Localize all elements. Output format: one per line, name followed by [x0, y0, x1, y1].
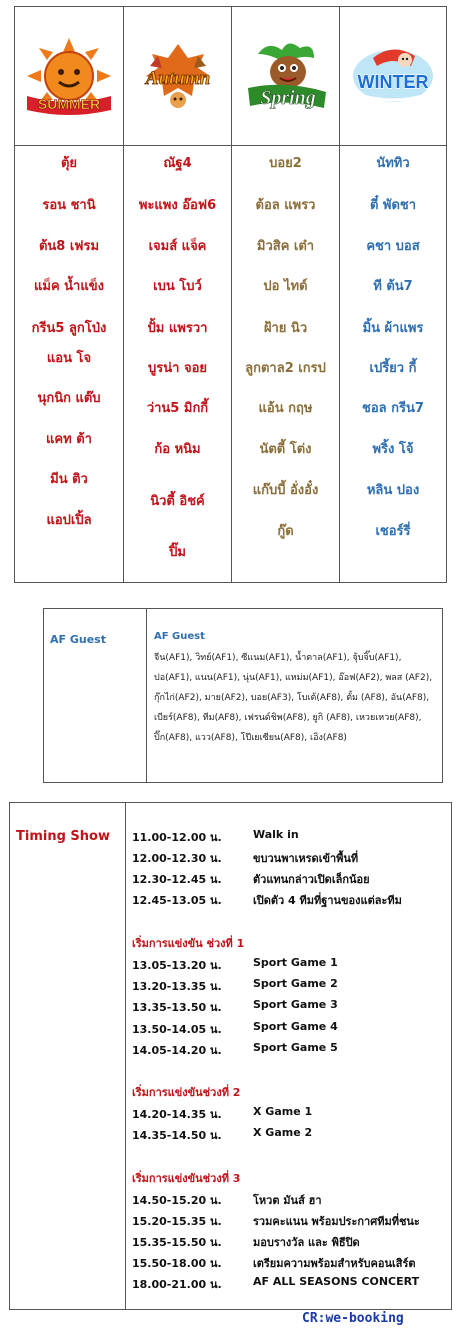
member-name: แม็ค น้ำแข็ง — [34, 279, 104, 294]
column-spring — [232, 7, 340, 582]
member-name: มิ้น ผ้าแพร — [362, 321, 424, 336]
event: รวมคะแนน พร้อมประกาศทีมที่ชนะ — [253, 1215, 420, 1228]
event: มอบรางวัล และ พิธีปิด — [253, 1236, 360, 1249]
schedule-row — [132, 998, 451, 1016]
svg-text:Spring: Spring — [259, 87, 316, 109]
time: 12.45-13.05 น. — [132, 894, 222, 907]
member-name: แก๊บบี้ อั่งอั๋ง — [252, 483, 319, 498]
member-name: ชอล กรีน7 — [362, 401, 424, 416]
schedule-row — [132, 1233, 451, 1251]
event: AF ALL SEASONS CONCERT — [253, 1275, 420, 1288]
member-name: ลูกตาล2 เกรป — [245, 361, 326, 376]
phase-1-title: เริ่มการแข่งขัน ช่วงที่ 1 — [132, 937, 245, 950]
phase-3-title: เริ่มการแข่งขันช่วงที่ 3 — [132, 1172, 241, 1185]
member-name: ตี๋ พัดชา — [369, 198, 417, 213]
schedule-row — [132, 828, 451, 846]
time: 12.30-12.45 น. — [132, 873, 222, 886]
spring-logo-icon — [238, 34, 334, 118]
schedule-row — [132, 849, 451, 867]
column-summer — [15, 7, 124, 582]
time: 14.35-14.50 น. — [132, 1129, 222, 1142]
member-name: นิวตี้ อิชค์ — [150, 494, 205, 509]
svg-text:SUMMER: SUMMER — [37, 96, 101, 112]
schedule-row — [132, 1275, 451, 1293]
guest-title: AF Guest — [154, 631, 205, 642]
member-name: บอย2 — [269, 156, 302, 171]
member-name: แคท ต้า — [46, 432, 92, 447]
svg-text:WINTER: WINTER — [357, 72, 429, 92]
time: 15.35-15.50 น. — [132, 1236, 222, 1249]
member-name: เบน โบว์ — [153, 279, 202, 294]
winter-logo-icon — [345, 36, 441, 116]
schedule-row — [132, 1020, 451, 1038]
schedule-row — [132, 1041, 451, 1059]
event: เตรียมความพร้อมสำหรับคอนเสิร์ต — [253, 1257, 416, 1270]
member-name: ต้น8 เฟรม — [38, 239, 100, 254]
event: Sport Game 5 — [253, 1041, 338, 1054]
schedule-row — [132, 1212, 451, 1230]
guest-table — [43, 608, 443, 783]
autumn-logo-cell — [124, 7, 231, 146]
member-name: กู๊ด — [277, 524, 294, 539]
spring-logo-cell — [232, 7, 339, 146]
time: 13.50-14.05 น. — [132, 1023, 222, 1036]
member-name: พริ้ง โจ้ — [372, 442, 414, 457]
autumn-logo-icon — [130, 36, 226, 116]
event: ขบวนพาเหรดเข้าพื้นที่ — [253, 852, 359, 865]
schedule — [126, 803, 451, 1309]
event: X Game 1 — [253, 1105, 313, 1118]
member-name: ที ต้น7 — [373, 279, 413, 294]
event: Sport Game 3 — [253, 998, 338, 1011]
time: 15.20-15.35 น. — [132, 1215, 222, 1228]
member-name: ปั้ม แพรวา — [147, 321, 208, 336]
timing-label-cell — [10, 803, 126, 1309]
time: 18.00-21.00 น. — [132, 1278, 222, 1291]
event: Sport Game 1 — [253, 956, 338, 969]
schedule-row — [132, 891, 451, 909]
schedule-row — [132, 870, 451, 888]
credit-text: CR:we-booking — [302, 1311, 404, 1326]
time: 13.35-13.50 น. — [132, 1001, 222, 1014]
member-name: ฝ้าย นิว — [263, 321, 308, 336]
guest-list-text: จีน(AF1), วิทย์(AF1), ซีแนม(AF1), น้ำตาล(AF1), จุ้บจิ๊บ(AF1), ปอ(AF1), แนน(AF1), นุ่น(AF1), แหม่ม(AF1), อ๊อฟ(AF2), พลส (AF2), กุ๊กไก่(AF2), มาย(AF2), บอย(AF3), โบเต้(AF8), ตั้ม (AF8), อัน(AF8), เบียร์(AF8), ทีม(AF8), เฟรนด์ชิพ(AF8), ยูกิ (AF8), เหวยเหวย(AF8), ปิ๊ก(AF8), แวว(AF8), โปีเยเซียน(AF8), เอิง(AF8) — [154, 653, 433, 743]
summer-logo-cell — [15, 7, 123, 146]
event: Sport Game 4 — [253, 1020, 338, 1033]
member-name: กรีน5 ลูกโป่ง — [31, 321, 107, 336]
event: Walk in — [253, 828, 299, 841]
phase-2-title: เริ่มการแข่งขันช่วงที่ 2 — [132, 1086, 241, 1099]
member-name: หลิน ปอง — [366, 483, 420, 498]
event: Sport Game 2 — [253, 977, 338, 990]
time: 14.20-14.35 น. — [132, 1108, 222, 1121]
event: X Game 2 — [253, 1126, 313, 1139]
member-name: แอปเปิ้ล — [46, 513, 92, 528]
time: 14.05-14.20 น. — [132, 1044, 222, 1057]
event: ตัวแทนกล่าวเปิดเล็กน้อย — [253, 873, 370, 886]
schedule-row — [132, 1126, 451, 1144]
member-name: แอ้น กฤษ — [258, 401, 313, 416]
column-winter — [340, 7, 446, 582]
event: โหวต มันส์ ฮา — [253, 1194, 322, 1207]
time: 11.00-12.00 น. — [132, 831, 222, 844]
member-name: พะแพง อ๊อฟ6 — [138, 198, 217, 213]
member-name: ปิ๊ม — [169, 545, 186, 560]
member-name: รอน ชานิ — [42, 198, 96, 213]
schedule-row — [132, 1254, 451, 1272]
member-name: ณัฐ4 — [163, 156, 192, 171]
member-name: แอน โจ — [46, 351, 92, 366]
timing-table — [9, 802, 452, 1310]
member-name: นุกนิก แต๊บ — [37, 391, 101, 406]
member-name: ก้อ หนิม — [154, 442, 201, 457]
timing-title: Timing Show — [16, 829, 110, 844]
winter-logo-cell — [340, 7, 446, 146]
member-name: เจมส์ แจ็ค — [148, 239, 207, 254]
time: 15.50-18.00 น. — [132, 1257, 222, 1270]
time: 12.00-12.30 น. — [132, 852, 222, 865]
guest-label: AF Guest — [44, 609, 147, 782]
guest-content — [147, 609, 442, 782]
member-name: นัตตี้ โต่ง — [259, 442, 312, 457]
member-name: คชา บอส — [366, 239, 420, 254]
member-name: เปรี้ยว กี้ — [369, 361, 417, 376]
member-name: บูรน่า จอย — [148, 361, 207, 376]
member-name: ปอ ไทด์ — [263, 279, 308, 294]
member-name: เชอร์รี่ — [375, 524, 411, 539]
schedule-row — [132, 956, 451, 974]
member-name: มิวสิค เต๋า — [256, 239, 315, 254]
member-name: นัททิว — [376, 156, 410, 171]
member-name: ต้อล แพรว — [255, 198, 316, 213]
teams-table — [14, 6, 447, 583]
time: 13.05-13.20 น. — [132, 959, 222, 972]
member-name: มีน ติว — [50, 472, 88, 487]
column-autumn — [124, 7, 232, 582]
member-name: ตุ้ย — [60, 156, 78, 171]
schedule-row — [132, 977, 451, 995]
member-name: ว่าน5 มิกกี้ — [146, 401, 209, 416]
schedule-row — [132, 1191, 451, 1209]
time: 14.50-15.20 น. — [132, 1194, 222, 1207]
schedule-row — [132, 1105, 451, 1123]
time: 13.20-13.35 น. — [132, 980, 222, 993]
event: เปิดตัว 4 ทีมที่ฐานของแต่ละทีม — [253, 894, 402, 907]
svg-text:Autumn: Autumn — [145, 68, 210, 89]
summer-logo-icon — [21, 36, 117, 116]
